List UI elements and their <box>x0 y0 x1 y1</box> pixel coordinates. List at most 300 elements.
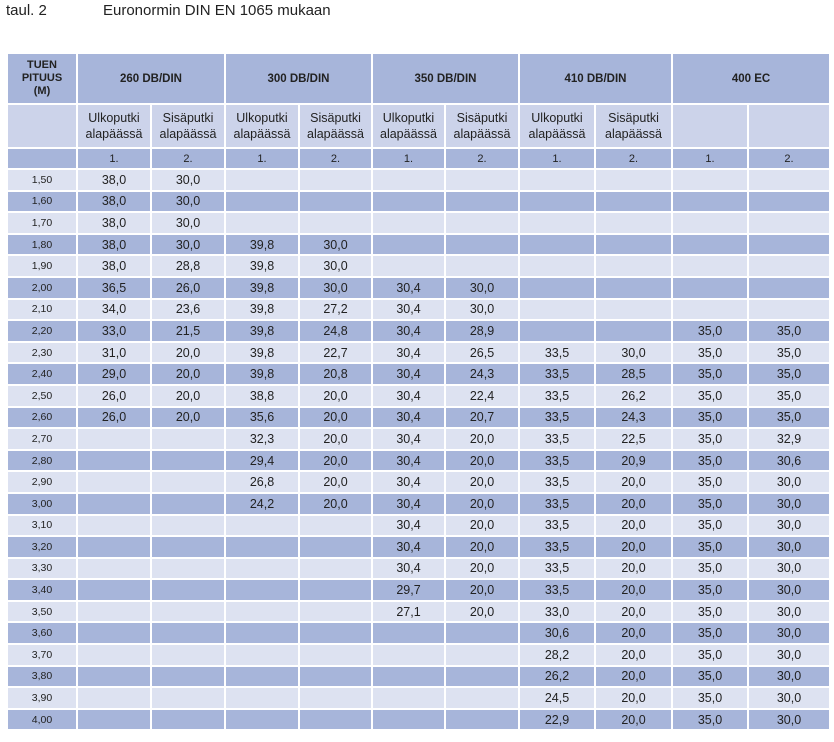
value-cell <box>225 666 299 688</box>
value-cell <box>519 299 595 321</box>
subheader-cell: Sisäputki alapäässä <box>595 104 672 148</box>
index-cell: 1. <box>77 148 151 169</box>
table-number: taul. 2 <box>6 2 47 19</box>
value-cell: 20,0 <box>595 709 672 731</box>
table-row <box>7 191 830 213</box>
value-cell: 35,0 <box>672 601 748 623</box>
value-cell <box>445 622 519 644</box>
table-row <box>7 234 830 256</box>
value-cell: 33,5 <box>519 385 595 407</box>
value-cell: 24,2 <box>225 493 299 515</box>
value-cell <box>595 255 672 277</box>
value-cell: 20,0 <box>151 363 225 385</box>
value-cell <box>595 299 672 321</box>
length-cell: 2,30 <box>7 342 77 364</box>
value-cell <box>299 579 372 601</box>
value-cell: 30,4 <box>372 299 445 321</box>
value-cell: 30,0 <box>595 342 672 364</box>
table-row <box>7 515 830 537</box>
value-cell: 35,0 <box>672 622 748 644</box>
header-row-index <box>7 148 830 169</box>
value-cell: 30,4 <box>372 428 445 450</box>
table-row <box>7 320 830 342</box>
value-cell: 22,4 <box>445 385 519 407</box>
index-cell: 1. <box>519 148 595 169</box>
value-cell <box>748 255 830 277</box>
value-cell <box>372 666 445 688</box>
subheader-cell: Sisäputki alapäässä <box>151 104 225 148</box>
subheader-cell <box>672 104 748 148</box>
value-cell: 20,0 <box>151 342 225 364</box>
value-cell <box>672 212 748 234</box>
value-cell <box>672 234 748 256</box>
value-cell: 30,4 <box>372 536 445 558</box>
value-cell <box>151 493 225 515</box>
value-cell <box>225 515 299 537</box>
value-cell <box>595 234 672 256</box>
value-cell <box>77 579 151 601</box>
header-row-groups <box>7 53 830 104</box>
value-cell <box>77 428 151 450</box>
value-cell: 29,7 <box>372 579 445 601</box>
value-cell <box>77 687 151 709</box>
value-cell <box>151 666 225 688</box>
table-row <box>7 644 830 666</box>
value-cell: 33,0 <box>77 320 151 342</box>
value-cell: 20,0 <box>445 579 519 601</box>
value-cell: 33,5 <box>519 536 595 558</box>
value-cell: 20,0 <box>595 687 672 709</box>
table-row <box>7 579 830 601</box>
value-cell: 39,8 <box>225 234 299 256</box>
value-cell <box>445 709 519 731</box>
value-cell: 26,0 <box>77 407 151 429</box>
value-cell: 26,0 <box>77 385 151 407</box>
value-cell <box>445 644 519 666</box>
load-table <box>6 52 831 731</box>
length-cell: 3,90 <box>7 687 77 709</box>
length-cell: 2,70 <box>7 428 77 450</box>
value-cell: 20,0 <box>595 622 672 644</box>
value-cell: 30,0 <box>151 212 225 234</box>
value-cell <box>372 255 445 277</box>
value-cell: 20,0 <box>299 450 372 472</box>
value-cell: 26,8 <box>225 471 299 493</box>
value-cell: 22,7 <box>299 342 372 364</box>
value-cell: 35,0 <box>672 709 748 731</box>
length-header: TUEN PITUUS (M) <box>7 53 77 104</box>
value-cell: 20,0 <box>445 493 519 515</box>
length-cell: 3,60 <box>7 622 77 644</box>
length-cell: 1,70 <box>7 212 77 234</box>
value-cell: 20,0 <box>595 515 672 537</box>
value-cell <box>225 169 299 191</box>
value-cell: 20,0 <box>299 471 372 493</box>
value-cell: 35,0 <box>748 385 830 407</box>
group-header: 350 DB/DIN <box>372 53 519 104</box>
value-cell <box>225 601 299 623</box>
value-cell <box>299 666 372 688</box>
value-cell <box>519 234 595 256</box>
value-cell <box>372 687 445 709</box>
value-cell: 27,2 <box>299 299 372 321</box>
length-cell: 2,00 <box>7 277 77 299</box>
value-cell: 35,0 <box>672 515 748 537</box>
value-cell <box>372 212 445 234</box>
value-cell: 21,5 <box>151 320 225 342</box>
value-cell <box>77 709 151 731</box>
value-cell: 33,5 <box>519 515 595 537</box>
index-cell: 1. <box>672 148 748 169</box>
value-cell <box>299 687 372 709</box>
value-cell: 30,4 <box>372 320 445 342</box>
length-cell: 3,30 <box>7 558 77 580</box>
length-cell: 2,50 <box>7 385 77 407</box>
group-header: 300 DB/DIN <box>225 53 372 104</box>
value-cell: 33,5 <box>519 407 595 429</box>
value-cell: 30,0 <box>445 277 519 299</box>
value-cell: 33,5 <box>519 342 595 364</box>
length-cell: 3,70 <box>7 644 77 666</box>
value-cell: 30,4 <box>372 515 445 537</box>
value-cell: 30,0 <box>748 644 830 666</box>
value-cell: 33,5 <box>519 428 595 450</box>
value-cell <box>299 536 372 558</box>
value-cell: 30,4 <box>372 407 445 429</box>
value-cell: 35,0 <box>672 644 748 666</box>
value-cell <box>519 255 595 277</box>
value-cell: 35,6 <box>225 407 299 429</box>
value-cell: 20,0 <box>595 644 672 666</box>
value-cell: 20,0 <box>595 493 672 515</box>
group-header: 260 DB/DIN <box>77 53 225 104</box>
value-cell <box>519 277 595 299</box>
table-row <box>7 536 830 558</box>
value-cell <box>372 169 445 191</box>
value-cell: 34,0 <box>77 299 151 321</box>
value-cell: 35,0 <box>672 450 748 472</box>
value-cell <box>151 687 225 709</box>
value-cell <box>372 709 445 731</box>
value-cell: 26,0 <box>151 277 225 299</box>
value-cell <box>151 601 225 623</box>
value-cell: 30,0 <box>748 471 830 493</box>
table-row <box>7 169 830 191</box>
value-cell <box>748 212 830 234</box>
value-cell <box>299 169 372 191</box>
length-cell: 2,80 <box>7 450 77 472</box>
value-cell: 30,0 <box>299 277 372 299</box>
value-cell: 20,0 <box>445 558 519 580</box>
value-cell <box>77 450 151 472</box>
value-cell <box>77 515 151 537</box>
value-cell <box>748 299 830 321</box>
value-cell <box>519 320 595 342</box>
value-cell <box>151 450 225 472</box>
value-cell: 20,0 <box>595 579 672 601</box>
length-cell: 2,90 <box>7 471 77 493</box>
table-row <box>7 407 830 429</box>
value-cell: 20,0 <box>299 428 372 450</box>
subheader-cell <box>748 104 830 148</box>
value-cell: 30,4 <box>372 471 445 493</box>
value-cell: 35,0 <box>672 320 748 342</box>
value-cell <box>225 622 299 644</box>
value-cell: 35,0 <box>672 493 748 515</box>
table-row <box>7 212 830 234</box>
subheader-cell: Sisäputki alapäässä <box>299 104 372 148</box>
subheader-cell: Ulkoputki alapäässä <box>77 104 151 148</box>
value-cell: 26,5 <box>445 342 519 364</box>
value-cell: 24,3 <box>595 407 672 429</box>
table-row <box>7 277 830 299</box>
value-cell <box>372 234 445 256</box>
value-cell: 28,5 <box>595 363 672 385</box>
value-cell: 35,0 <box>748 363 830 385</box>
value-cell <box>151 579 225 601</box>
value-cell: 20,0 <box>445 471 519 493</box>
value-cell <box>445 687 519 709</box>
value-cell: 24,5 <box>519 687 595 709</box>
value-cell <box>151 622 225 644</box>
value-cell <box>299 622 372 644</box>
value-cell <box>445 666 519 688</box>
value-cell <box>77 644 151 666</box>
length-cell: 2,20 <box>7 320 77 342</box>
value-cell: 35,0 <box>672 407 748 429</box>
value-cell: 36,5 <box>77 277 151 299</box>
value-cell <box>445 255 519 277</box>
value-cell: 28,2 <box>519 644 595 666</box>
value-cell: 32,9 <box>748 428 830 450</box>
value-cell <box>151 709 225 731</box>
value-cell: 30,0 <box>299 234 372 256</box>
value-cell <box>225 212 299 234</box>
value-cell: 39,8 <box>225 255 299 277</box>
value-cell: 33,5 <box>519 471 595 493</box>
length-cell: 3,10 <box>7 515 77 537</box>
table-row <box>7 558 830 580</box>
value-cell: 30,0 <box>151 191 225 213</box>
value-cell: 35,0 <box>672 558 748 580</box>
value-cell: 39,8 <box>225 342 299 364</box>
value-cell: 20,8 <box>299 363 372 385</box>
value-cell: 35,0 <box>672 363 748 385</box>
value-cell: 30,4 <box>372 558 445 580</box>
value-cell: 24,8 <box>299 320 372 342</box>
value-cell: 22,5 <box>595 428 672 450</box>
value-cell <box>519 212 595 234</box>
value-cell: 33,5 <box>519 493 595 515</box>
value-cell <box>445 191 519 213</box>
value-cell: 31,0 <box>77 342 151 364</box>
table-row <box>7 342 830 364</box>
value-cell: 38,0 <box>77 191 151 213</box>
header-row-sub <box>7 104 830 148</box>
index-cell: 2. <box>445 148 519 169</box>
length-cell: 4,00 <box>7 709 77 731</box>
value-cell: 30,4 <box>372 277 445 299</box>
subheader-cell: Ulkoputki alapäässä <box>225 104 299 148</box>
length-cell: 2,60 <box>7 407 77 429</box>
group-header: 410 DB/DIN <box>519 53 672 104</box>
value-cell <box>445 169 519 191</box>
value-cell: 26,2 <box>519 666 595 688</box>
value-cell <box>151 558 225 580</box>
value-cell <box>151 515 225 537</box>
value-cell: 30,0 <box>748 666 830 688</box>
value-cell: 39,8 <box>225 363 299 385</box>
value-cell: 30,0 <box>748 709 830 731</box>
value-cell <box>77 666 151 688</box>
value-cell <box>519 169 595 191</box>
value-cell: 30,0 <box>748 515 830 537</box>
value-cell <box>225 536 299 558</box>
value-cell: 35,0 <box>672 342 748 364</box>
value-cell <box>445 234 519 256</box>
table-row <box>7 709 830 731</box>
value-cell: 32,3 <box>225 428 299 450</box>
value-cell <box>77 471 151 493</box>
value-cell <box>77 558 151 580</box>
value-cell: 33,5 <box>519 363 595 385</box>
value-cell <box>372 644 445 666</box>
value-cell: 23,6 <box>151 299 225 321</box>
index-cell: 2. <box>151 148 225 169</box>
value-cell: 30,6 <box>748 450 830 472</box>
value-cell <box>595 191 672 213</box>
subheader-cell: Sisäputki alapäässä <box>445 104 519 148</box>
value-cell: 30,0 <box>151 234 225 256</box>
table-row <box>7 363 830 385</box>
value-cell: 35,0 <box>748 320 830 342</box>
length-cell: 1,90 <box>7 255 77 277</box>
table-row <box>7 428 830 450</box>
value-cell <box>225 709 299 731</box>
subheader-cell: Ulkoputki alapäässä <box>372 104 445 148</box>
table-row <box>7 385 830 407</box>
value-cell <box>225 579 299 601</box>
table-row <box>7 450 830 472</box>
value-cell: 29,4 <box>225 450 299 472</box>
value-cell <box>151 644 225 666</box>
length-cell: 1,50 <box>7 169 77 191</box>
length-cell: 2,40 <box>7 363 77 385</box>
table-row <box>7 666 830 688</box>
table-row <box>7 622 830 644</box>
value-cell: 30,0 <box>748 536 830 558</box>
table-row <box>7 601 830 623</box>
value-cell <box>77 493 151 515</box>
value-cell <box>519 191 595 213</box>
value-cell <box>748 169 830 191</box>
value-cell: 20,0 <box>595 666 672 688</box>
value-cell <box>299 515 372 537</box>
table-row <box>7 687 830 709</box>
value-cell: 20,0 <box>299 385 372 407</box>
value-cell: 33,5 <box>519 450 595 472</box>
value-cell <box>225 687 299 709</box>
value-cell: 35,0 <box>672 536 748 558</box>
index-cell: 1. <box>225 148 299 169</box>
value-cell <box>299 709 372 731</box>
value-cell: 20,0 <box>299 493 372 515</box>
length-cell: 3,40 <box>7 579 77 601</box>
value-cell <box>595 169 672 191</box>
value-cell <box>225 558 299 580</box>
table-row <box>7 255 830 277</box>
value-cell: 28,8 <box>151 255 225 277</box>
length-cell: 3,00 <box>7 493 77 515</box>
value-cell: 35,0 <box>672 428 748 450</box>
value-cell: 26,2 <box>595 385 672 407</box>
value-cell: 30,0 <box>748 687 830 709</box>
value-cell: 24,3 <box>445 363 519 385</box>
value-cell <box>299 558 372 580</box>
value-cell <box>151 536 225 558</box>
value-cell: 39,8 <box>225 320 299 342</box>
value-cell: 30,0 <box>748 622 830 644</box>
value-cell: 33,0 <box>519 601 595 623</box>
value-cell: 20,0 <box>151 407 225 429</box>
value-cell: 38,8 <box>225 385 299 407</box>
value-cell <box>372 622 445 644</box>
value-cell: 20,0 <box>445 450 519 472</box>
value-cell: 20,0 <box>445 601 519 623</box>
table-body <box>7 53 830 730</box>
value-cell: 35,0 <box>748 407 830 429</box>
value-cell: 33,5 <box>519 579 595 601</box>
value-cell <box>299 191 372 213</box>
value-cell <box>225 191 299 213</box>
subheader-cell: Ulkoputki alapäässä <box>519 104 595 148</box>
value-cell: 20,0 <box>445 536 519 558</box>
value-cell: 22,9 <box>519 709 595 731</box>
value-cell <box>672 169 748 191</box>
value-cell <box>748 277 830 299</box>
length-cell: 3,20 <box>7 536 77 558</box>
value-cell: 30,4 <box>372 493 445 515</box>
value-cell: 35,0 <box>672 687 748 709</box>
value-cell: 39,8 <box>225 299 299 321</box>
value-cell: 35,0 <box>672 579 748 601</box>
value-cell <box>299 644 372 666</box>
value-cell: 35,0 <box>748 342 830 364</box>
value-cell: 30,0 <box>299 255 372 277</box>
index-cell: 1. <box>372 148 445 169</box>
value-cell: 38,0 <box>77 234 151 256</box>
value-cell: 39,8 <box>225 277 299 299</box>
value-cell: 29,0 <box>77 363 151 385</box>
value-cell <box>151 471 225 493</box>
value-cell: 38,0 <box>77 212 151 234</box>
value-cell: 20,0 <box>445 428 519 450</box>
value-cell <box>77 601 151 623</box>
value-cell <box>672 191 748 213</box>
value-cell: 30,4 <box>372 385 445 407</box>
empty-header-cell <box>7 104 77 148</box>
index-cell: 2. <box>748 148 830 169</box>
value-cell <box>748 234 830 256</box>
value-cell <box>595 212 672 234</box>
value-cell: 30,0 <box>151 169 225 191</box>
value-cell <box>77 536 151 558</box>
value-cell: 20,9 <box>595 450 672 472</box>
value-cell <box>372 191 445 213</box>
length-cell: 1,80 <box>7 234 77 256</box>
value-cell <box>595 277 672 299</box>
length-cell: 3,80 <box>7 666 77 688</box>
